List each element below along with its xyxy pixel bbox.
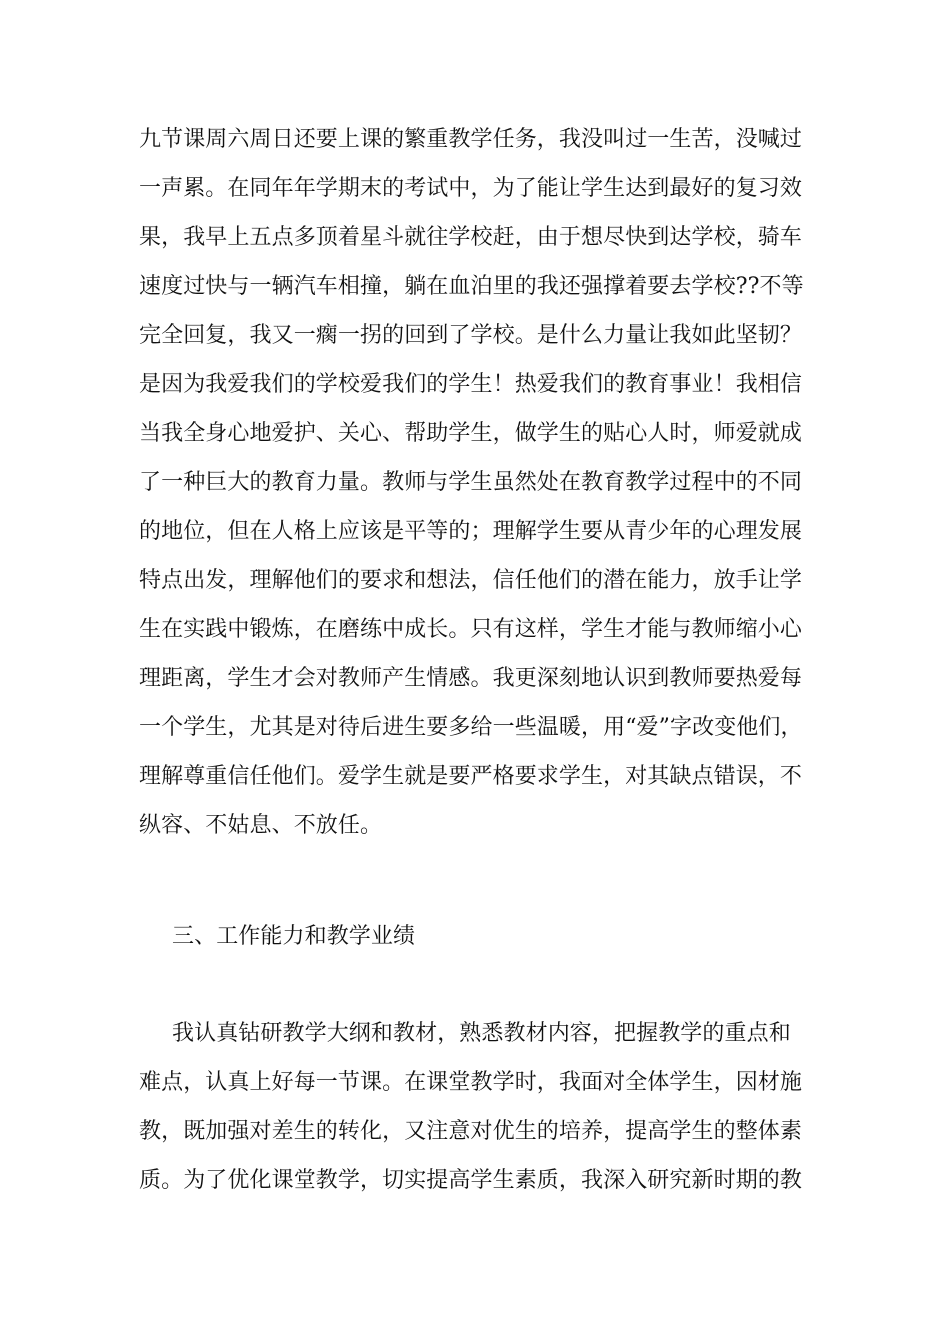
- paragraph-1-line-1: 九节课周六周日还要上课的繁重教学任务，我没叫过一生苦，没喊过: [139, 127, 803, 152]
- paragraph-2-line-1: 我认真钻研教学大纲和教材，熟悉教材内容，把握教学的重点和: [172, 1021, 791, 1046]
- paragraph-2-line-3: 教，既加强对差生的转化，又注意对优生的培养，提高学生的整体素: [139, 1119, 803, 1144]
- paragraph-1-line-7: 当我全身心地爱护、关心、帮助学生，做学生的贴心人时，师爱就成: [139, 421, 803, 446]
- paragraph-1-line-5: 完全回复，我又一瘸一拐的回到了学校。是什么力量让我如此坚韧？: [139, 323, 803, 348]
- paragraph-1-line-4: 速度过快与一辆汽车相撞，躺在血泊里的我还强撑着要去学校??不等: [139, 274, 804, 299]
- paragraph-1-line-8: 了一种巨大的教育力量。教师与学生虽然处在教育教学过程中的不同: [139, 470, 803, 495]
- paragraph-1-line-9: 的地位，但在人格上应该是平等的；理解学生要从青少年的心理发展: [139, 519, 803, 544]
- paragraph-1-line-2: 一声累。在同年年学期末的考试中，为了能让学生达到最好的复习效: [139, 176, 803, 201]
- paragraph-1-line-14: 理解尊重信任他们。爱学生就是要严格要求学生，对其缺点错误，不: [139, 764, 803, 789]
- paragraph-1-line-11: 生在实践中锻炼，在磨练中成长。只有这样，学生才能与教师缩小心: [139, 617, 803, 642]
- paragraph-2-line-2: 难点，认真上好每一节课。在课堂教学时，我面对全体学生，因材施: [139, 1070, 803, 1095]
- paragraph-1-line-10: 特点出发，理解他们的要求和想法，信任他们的潜在能力，放手让学: [139, 568, 803, 593]
- paragraph-1-line-3: 果，我早上五点多顶着星斗就往学校赶，由于想尽快到达学校，骑车: [139, 225, 803, 250]
- section-heading: 三、工作能力和教学业绩: [172, 924, 416, 949]
- paragraph-1-line-12: 理距离，学生才会对教师产生情感。我更深刻地认识到教师要热爱每: [139, 666, 803, 691]
- paragraph-2-line-4: 质。为了优化课堂教学，切实提高学生素质，我深入研究新时期的教: [139, 1168, 803, 1193]
- paragraph-1-line-15: 纵容、不姑息、不放任。: [139, 813, 383, 838]
- paragraph-1-line-13: 一个学生，尤其是对待后进生要多给一些温暖，用“爱”字改变他们，: [139, 715, 803, 740]
- paragraph-1-line-6: 是因为我爱我们的学校爱我们的学生！热爱我们的教育事业！我相信: [139, 372, 803, 397]
